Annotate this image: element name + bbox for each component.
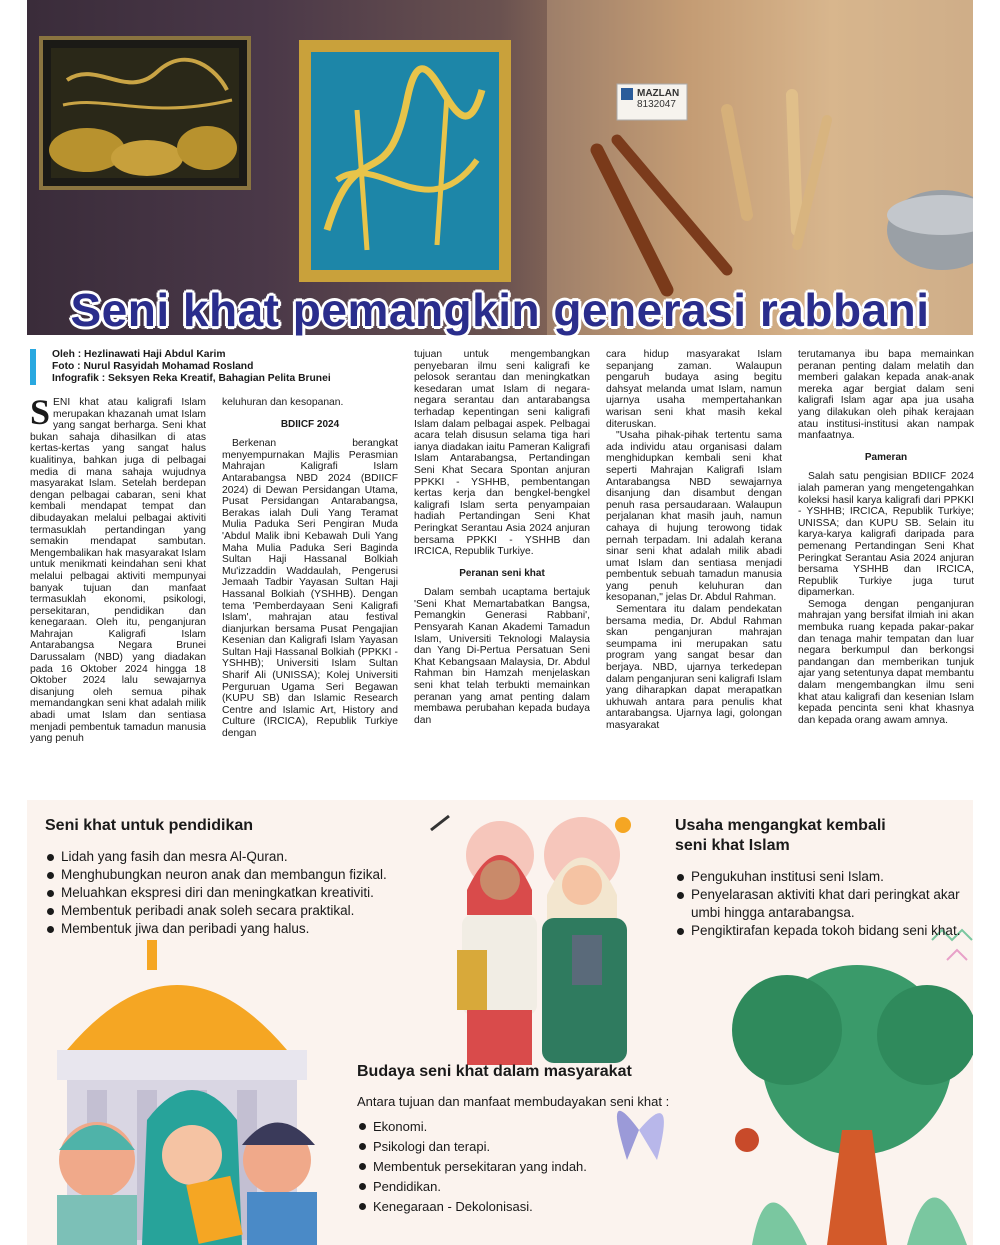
list-item: Menghubungkan neuron anak dan membangun fizikal.	[45, 866, 435, 884]
culture-box	[357, 1062, 687, 1217]
revive-title	[675, 816, 965, 856]
byline	[30, 349, 410, 385]
revive-title-line1: Usaha mengangkat kembali	[675, 817, 886, 834]
revive-box	[675, 816, 965, 940]
education-title: Seni khat untuk pendidikan	[45, 817, 254, 834]
subheading-pameran: Pameran	[864, 451, 908, 463]
paragraph: Salah satu pengisian BDIICF 2024 ialah pameran yang mengetengahkan koleksi hasil karya kaligrafi dari PPKKI - YSHHB; IRCICA, Republik Turkiye; UNISSA; dan KUPU SB. Selain itu karya-karya kaligrafi daripada para pemenang Pertandingan Seni Khat Peringkat Serantau Asia 2024 anjuran bersama YSHHB dan IRCICA, Republik Turkiye juga turut dipamerkan.	[798, 471, 974, 599]
paragraph: terutamanya ibu bapa memainkan peranan penting dalam melatih dan memberi galakan kepada anak-anak mereka agar bergiat dalam seni kaligrafi Islam agar apa jua usaha yang dilakukan oleh pihak kerajaan atau institusi-institusi akan nampak manfaatnya.	[798, 349, 974, 442]
byline-author: Oleh : Hezlinawati Haji Abdul Karim	[52, 349, 226, 360]
paragraph: tujuan untuk mengembangkan penyebaran ilmu seni kaligrafi ke pelosok serantau dan meningkatkan kesedaran umat Islam di negara-negara serantau dan antarabangsa terhadap kepentingan seni kaligrafi Islam dalam pelbagai aspek. Pelbagai acara telah disusun selama tiga hari ianya diadakan iaitu Pameran Kaligrafi Islam Antarabangsa, Pertandingan Seni Khat Secara Spontan anjuran PPKKI - YSHHB, pembentangan kertas kerja dan bengkel-bengkel kaligrafi Islam serta penyampaian hadiah Pertandingan Seni Khat Peringkat Serantau Asia 2024 anjuran bersama PPKKI - YSHHB dan IRCICA, Republik Turkiye.	[414, 349, 590, 558]
paragraph: Dalam sembah ucaptama bertajuk 'Seni Khat Memartabatkan Bangsa, Pemangkin Generasi Rabbani', Pensyarah Kanan Akademi Tamadun Islam, Universiti Teknologi Malaysia dan Yang Di-Pertua Persatuan Seni Khat Kebangsaan Malaysia, Dr. Abdul Rahman bin Hamzah menjelaskan seni khat telah terbukti memainkan peranan yang amat penting dalam membawa perubahan kepada budaya dan	[414, 587, 590, 726]
drop-cap: S	[30, 392, 51, 432]
women-illustration	[431, 816, 631, 1065]
revive-list	[675, 868, 965, 940]
culture-list	[357, 1117, 687, 1217]
article-column-3	[414, 349, 590, 726]
nameplate-code: 8132047	[637, 99, 676, 110]
list-item: Lidah yang fasih dan mesra Al-Quran.	[45, 848, 435, 866]
paragraph: Semoga dengan penganjuran mahrajan yang bersifat ilmiah ini akan membuka ruang kepada pakar-pakar dan tenaga mahir tempatan dan luar negara berkumpul dan berkongsi pandangan dan memberikan tunjuk ajar yang setentunya dapat membantu dalam mengembangkan ilmu seni khat atau kaligrafi dan kesenian Islam kepada pencinta seni khat khasnya dan kepada orang awam amnya.	[798, 598, 974, 726]
article-column-4	[606, 349, 782, 732]
article-column-5	[798, 349, 974, 726]
list-item: Penyelarasan aktiviti khat dari peringkat akar umbi hingga antarabangsa.	[675, 886, 965, 922]
culture-intro: Antara tujuan dan manfaat membudayakan seni khat :	[357, 1094, 670, 1109]
list-item: Pengiktirafan kepada tokoh bidang seni khat.	[675, 922, 965, 940]
paragraph: Berkenan berangkat menyempurnakan Majlis Perasmian Mahrajan Kaligrafi Islam Antarabangsa NBD 2024 (BDIICF 2024) di Dewan Persidangan Utama, Pusat Persidangan Antarabangsa, Berakas ialah Duli Yang Teramat Mulia Paduka Seri Pengiran Muda 'Abdul Malik ibni Kebawah Duli Yang Maha Mulia Paduka Seri Baginda Sultan Haji Hassanal Bolkiah Mu'izzaddin Waddaulah, Pengerusi Jemaah Tadbir Yayasan Sultan Haji Hassanal Bolkiah (YSHHB). Dengan tema 'Pemberdayaan Seni Kaligrafi Islam', mahrajan atau festival dianjurkan bersama Pusat Pengajian Kesenian dan Kaligrafi Islam Yayasan Sultan Haji Hassanal Bolkiah (PPKKI - YSHHB); Universiti Islam Sultan Sharif Ali (UNISSA); Kolej Universiti Perguruan Ugama Seri Begawan (KUPU SB) dan Islamic Research Centre and Islamic Art, History and Culture (IRCICA), Republik Turkiye dengan	[222, 438, 398, 740]
article-column-1	[30, 392, 206, 745]
nameplate	[625, 88, 679, 110]
headline: Seni khat pemangkin generasi rabbani	[70, 284, 930, 336]
nameplate-name: MAZLAN	[637, 88, 680, 99]
list-item: Membentuk jiwa dan peribadi yang halus.	[45, 920, 435, 938]
article-column-2	[222, 397, 398, 740]
list-item: Pengukuhan institusi seni Islam.	[675, 868, 965, 886]
subheading-bdiicf: BDIICF 2024	[280, 418, 340, 430]
article-body	[30, 349, 975, 799]
list-item: Pendidikan.	[357, 1177, 687, 1197]
tree-illustration	[732, 965, 973, 1245]
list-item: Kenegaraan - Dekolonisasi.	[357, 1197, 687, 1217]
paragraph: ENI khat atau kaligrafi Islam merupakan khazanah umat Islam yang sangat berharga. Seni khat bukan sahaja dihasilkan di atas kertas-kertas yang sangat halus kualitinya, bahkan juga di pelbagai media di mana sahaja wujudnya masyarakat Islam. Setelah berdepan dengan pelbagai cabaran, seni khat kembali mendapat tempat dan dibudayakan melalui pelbagai aktiviti termasuklah pertandingan yang semakin mendapat sambutan. Mengembalikan hak masyarakat Islam untuk menikmati keindahan seni khat melalui pelbagai aktiviti mempunyai banyak tujuan dan manfaat termasuklah ekonomi, psikologi, persekitaran, pendidikan dan kenegaraan. Oleh itu, penganjuran Mahrajan Kaligrafi Islam Antarabangsa Negara Brunei Darussalam (NBD) yang diadakan pada 16 Oktober 2024 hingga 18 Oktober 2024 lalu sewajarnya disanjung oleh semua pihak memandangkan seni khat adalah milik abadi umat Islam dan sentiasa menjadi pembentuk tamadun manusia yang penuh	[30, 397, 206, 745]
list-item: Meluahkan ekspresi diri dan meningkatkan kreativiti.	[45, 884, 435, 902]
list-item: Membentuk persekitaran yang indah.	[357, 1157, 687, 1177]
subheading-peranan: Peranan seni khat	[459, 567, 545, 579]
list-item: Ekonomi.	[357, 1117, 687, 1137]
revive-title-line2: seni khat Islam	[675, 837, 790, 854]
paragraph: cara hidup masyarakat Islam sepanjang zaman. Walaupun pengaruh budaya asing begitu dahsyat melanda umat Islam, namun ujarnya usaha mempertahankan warisan seni khat masih kekal diteruskan.	[606, 349, 782, 430]
education-list	[45, 848, 435, 938]
list-item: Membentuk peribadi anak soleh secara praktikal.	[45, 902, 435, 920]
education-box	[45, 816, 435, 938]
paragraph: "Usaha pihak-pihak tertentu sama ada individu atau organisasi dalam menghidupkan kembali seni khat seperti Mahrajan Kaligrafi Islam Antarabangsa NBD sewajarnya disanjung dan disambut dengan penuh rasa persaudaraan. Walaupun perjalanan khat masih jauh, namun cahaya di hujung terowong tidak pernah terpadam. Ini adalah kerana sinar seni khat adalah milik abadi umat Islam dan sentiasa menjadi pembentuk sebuah tamadun manusia yang penuh keluhuran dan kesopanan," jelas Dr. Abdul Rahman.	[606, 430, 782, 604]
culture-title: Budaya seni khat dalam masyarakat	[357, 1063, 632, 1080]
paragraph: keluhuran dan kesopanan.	[222, 397, 344, 408]
byline-photo: Foto : Nurul Rasyidah Mohamad Rosland	[52, 361, 254, 372]
byline-infographic: Infografik : Seksyen Reka Kreatif, Bahagian Pelita Brunei	[52, 373, 331, 384]
list-item: Psikologi dan terapi.	[357, 1137, 687, 1157]
infographic	[27, 800, 973, 1245]
paragraph: Sementara itu dalam pendekatan bersama media, Dr. Abdul Rahman skan penganjuran mahrajan seumpama ini merupakan satu program yang sangat besar dan berjaya. NBD, ujarnya terkedepan dalam penganjuran seni kaligrafi Islam yang diharapkan dapat merapatkan ukhuwah antara para penulis khat antarabangsa. Ujarnya lagi, golongan masyarakat	[606, 604, 782, 731]
